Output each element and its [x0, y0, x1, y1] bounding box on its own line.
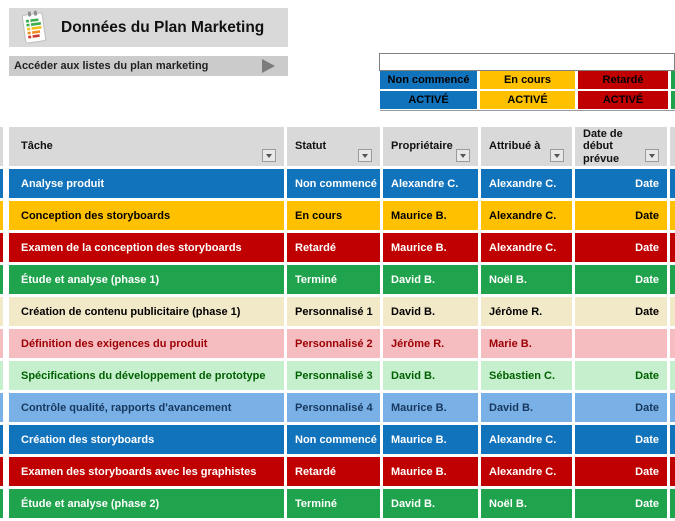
page-title: Données du Plan Marketing — [61, 18, 265, 36]
data-table — [0, 127, 675, 521]
row-edge-cell — [670, 329, 675, 358]
column-header-owner-label: Propriétaire — [391, 140, 453, 153]
owner-cell[interactable]: David B. — [383, 489, 478, 518]
legend-state-not-started[interactable]: ACTIVÉ — [380, 91, 477, 109]
date-cell[interactable]: Date — [575, 297, 667, 326]
legend-state-partial — [671, 91, 675, 109]
play-arrow-icon — [262, 59, 275, 73]
owner-cell[interactable]: Maurice B. — [383, 457, 478, 486]
row-edge-cell — [0, 425, 3, 454]
table-row — [0, 457, 675, 486]
column-header-start-date-label: Date de début prévue — [583, 127, 623, 165]
assignee-cell[interactable]: Alexandre C. — [481, 233, 572, 262]
date-cell[interactable]: Date — [575, 169, 667, 198]
assignee-cell[interactable]: Jérôme R. — [481, 297, 572, 326]
legend-item-delayed[interactable]: Retardé — [578, 71, 668, 89]
status-cell[interactable]: Terminé — [287, 489, 380, 518]
owner-cell[interactable]: Maurice B. — [383, 425, 478, 454]
owner-cell[interactable]: Alexandre C. — [383, 169, 478, 198]
owner-cell[interactable]: David B. — [383, 297, 478, 326]
status-cell[interactable]: Terminé — [287, 265, 380, 294]
table-row — [0, 361, 675, 390]
clipboard-icon — [20, 10, 48, 46]
table-row — [0, 169, 675, 198]
row-edge-cell — [0, 489, 3, 518]
task-cell[interactable]: Contrôle qualité, rapports d'avancement — [9, 393, 284, 422]
status-cell[interactable]: Personnalisé 2 — [287, 329, 380, 358]
chevron-down-icon — [649, 154, 655, 158]
row-edge-cell — [670, 265, 675, 294]
owner-cell[interactable]: Maurice B. — [383, 393, 478, 422]
legend-state-in-progress[interactable]: ACTIVÉ — [480, 91, 575, 109]
legend-item-in-progress[interactable]: En cours — [480, 71, 575, 89]
status-cell[interactable]: En cours — [287, 201, 380, 230]
chevron-down-icon — [266, 154, 272, 158]
assignee-cell[interactable]: Alexandre C. — [481, 201, 572, 230]
row-edge-cell — [670, 489, 675, 518]
status-cell[interactable]: Personnalisé 1 — [287, 297, 380, 326]
header-edge-cell — [670, 127, 675, 166]
column-header-start-date — [575, 127, 667, 166]
column-header-owner — [383, 127, 478, 166]
owner-cell[interactable]: Jérôme R. — [383, 329, 478, 358]
task-cell[interactable]: Étude et analyse (phase 1) — [9, 265, 284, 294]
table-row — [0, 489, 675, 518]
header-edge-cell — [0, 127, 3, 166]
legend-header-box — [379, 53, 675, 71]
assignee-cell[interactable]: Sébastien C. — [481, 361, 572, 390]
table-row — [0, 425, 675, 454]
status-cell[interactable]: Non commencé — [287, 169, 380, 198]
owner-cell[interactable]: Maurice B. — [383, 201, 478, 230]
date-cell[interactable]: Date — [575, 425, 667, 454]
column-header-assignee-label: Attribué à — [489, 140, 541, 153]
owner-cell[interactable]: David B. — [383, 361, 478, 390]
column-header-task — [9, 127, 284, 166]
column-header-status — [287, 127, 380, 166]
column-header-task-label: Tâche — [21, 140, 53, 153]
assignee-cell[interactable]: Alexandre C. — [481, 425, 572, 454]
assignee-cell[interactable]: Noël B. — [481, 265, 572, 294]
table-row — [0, 233, 675, 262]
row-edge-cell — [0, 361, 3, 390]
column-header-assignee — [481, 127, 572, 166]
row-edge-cell — [0, 457, 3, 486]
column-header-status-label: Statut — [295, 140, 327, 153]
filter-dropdown-button[interactable] — [358, 149, 372, 162]
table-row — [0, 201, 675, 230]
row-edge-cell — [670, 201, 675, 230]
row-edge-cell — [0, 169, 3, 198]
row-edge-cell — [0, 201, 3, 230]
status-cell[interactable]: Personnalisé 3 — [287, 361, 380, 390]
owner-cell[interactable]: David B. — [383, 265, 478, 294]
status-cell[interactable]: Non commencé — [287, 425, 380, 454]
assignee-cell[interactable]: David B. — [481, 393, 572, 422]
task-cell[interactable]: Création des storyboards — [9, 425, 284, 454]
assignee-cell[interactable]: Noël B. — [481, 489, 572, 518]
filter-dropdown-button[interactable] — [550, 149, 564, 162]
row-edge-cell — [670, 425, 675, 454]
row-edge-cell — [670, 457, 675, 486]
row-edge-cell — [0, 393, 3, 422]
status-cell[interactable]: Retardé — [287, 457, 380, 486]
table-row — [0, 393, 675, 422]
date-cell[interactable]: Date — [575, 457, 667, 486]
assignee-cell[interactable]: Marie B. — [481, 329, 572, 358]
filter-dropdown-button[interactable] — [456, 149, 470, 162]
table-row — [0, 265, 675, 294]
date-cell[interactable]: Date — [575, 361, 667, 390]
table-row — [0, 329, 675, 358]
owner-cell[interactable]: Maurice B. — [383, 233, 478, 262]
task-cell[interactable]: Analyse produit — [9, 169, 284, 198]
goto-lists-label: Accéder aux listes du plan marketing — [14, 60, 209, 72]
task-cell[interactable]: Définition des exigences du produit — [9, 329, 284, 358]
assignee-cell[interactable]: Alexandre C. — [481, 457, 572, 486]
task-cell[interactable]: Conception des storyboards — [9, 201, 284, 230]
task-cell[interactable]: Étude et analyse (phase 2) — [9, 489, 284, 518]
date-cell[interactable]: Date — [575, 489, 667, 518]
date-cell[interactable]: Date — [575, 201, 667, 230]
row-edge-cell — [0, 233, 3, 262]
row-edge-cell — [0, 265, 3, 294]
task-cell[interactable]: Spécifications du développement de prototype — [9, 361, 284, 390]
row-edge-cell — [670, 233, 675, 262]
table-row — [0, 297, 675, 326]
date-cell[interactable]: Date — [575, 393, 667, 422]
legend-state-delayed[interactable]: ACTIVÉ — [578, 91, 668, 109]
task-cell[interactable]: Création de contenu publicitaire (phase 1) — [9, 297, 284, 326]
row-edge-cell — [670, 393, 675, 422]
status-cell[interactable]: Retardé — [287, 233, 380, 262]
row-edge-cell — [0, 329, 3, 358]
task-cell[interactable]: Examen de la conception des storyboards — [9, 233, 284, 262]
row-edge-cell — [670, 297, 675, 326]
task-cell[interactable]: Examen des storyboards avec les graphistes — [9, 457, 284, 486]
chevron-down-icon — [554, 154, 560, 158]
chevron-down-icon — [362, 154, 368, 158]
filter-dropdown-button[interactable] — [262, 149, 276, 162]
date-cell[interactable]: Date — [575, 233, 667, 262]
legend-underline — [380, 110, 675, 111]
row-edge-cell — [0, 297, 3, 326]
app-header-banner — [9, 8, 288, 47]
chevron-down-icon — [460, 154, 466, 158]
table-header-row — [0, 127, 675, 166]
date-cell[interactable] — [575, 329, 667, 358]
goto-lists-button[interactable] — [9, 56, 288, 76]
row-edge-cell — [670, 361, 675, 390]
legend-item-partial — [671, 71, 675, 89]
date-cell[interactable]: Date — [575, 265, 667, 294]
assignee-cell[interactable]: Alexandre C. — [481, 169, 572, 198]
status-cell[interactable]: Personnalisé 4 — [287, 393, 380, 422]
row-edge-cell — [670, 169, 675, 198]
legend-item-not-started[interactable]: Non commencé — [380, 71, 477, 89]
filter-dropdown-button[interactable] — [645, 149, 659, 162]
